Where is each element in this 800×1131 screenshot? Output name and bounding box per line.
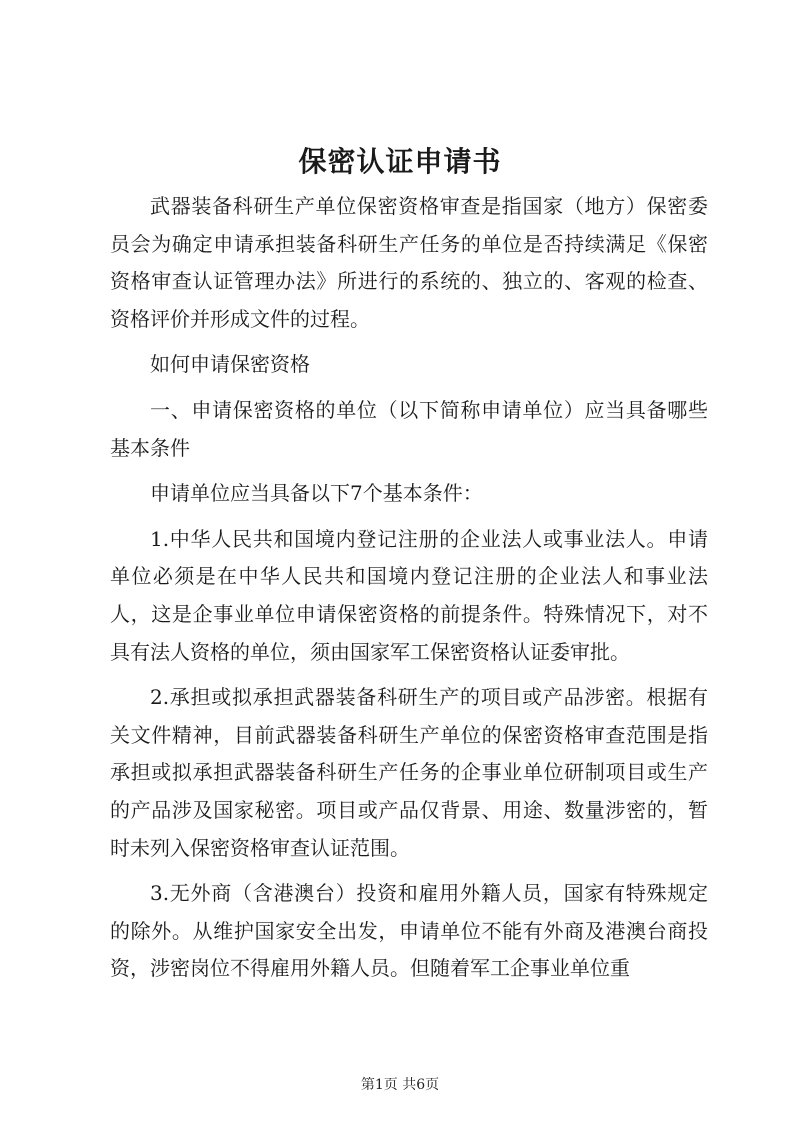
- document-title: 保密认证申请书: [298, 145, 502, 178]
- paragraph-heading-how-to-apply: 如何申请保密资格: [150, 352, 310, 377]
- paragraph-condition-3: 3.无外商（含港澳台）投资和雇用外籍人员，国家有特殊规定的除外。从维护国家安全出发，申请单位不能有外商及港澳台商投资，涉密岗位不得雇用外籍人员。但随着军工企事业单位重: [110, 881, 708, 981]
- paragraph-definition: 武器装备科研生产单位保密资格审查是指国家（地方）保密委员会为确定申请承担装备科研生产任务的单位是否持续满足《保密资格审查认证管理办法》所进行的系统的、独立的、客观的检查、资格评价并形成文件的过程。: [110, 194, 708, 331]
- document-body: [110, 188, 708, 996]
- paragraph-condition-2: 2.承担或拟承担武器装备科研生产的项目或产品涉密。根据有关文件精神，目前武器装备科研生产单位的保密资格审查范围是指承担或拟承担武器装备科研生产任务的企事业单位研制项目或生产的产品涉及国家秘密。项目或产品仅背景、用途、数量涉密的，暂时未列入保密资格审查认证范围。: [110, 685, 708, 860]
- page-footer: 第1页 共6页: [360, 1077, 440, 1093]
- paragraph-condition-1: 1.中华人民共和国境内登记注册的企业法人或事业法人。申请单位必须是在中华人民共和国境内登记注册的企业法人和事业法人，这是企事业单位申请保密资格的前提条件。特殊情况下，对不具有法人资格的单位，须由国家军工保密资格认证委审批。: [110, 526, 708, 664]
- paragraph-section-one: 一、申请保密资格的单位（以下简称申请单位）应当具备哪些基本条件: [110, 397, 708, 460]
- paragraph-conditions-intro: 申请单位应当具备以下7个基本条件：: [150, 481, 483, 506]
